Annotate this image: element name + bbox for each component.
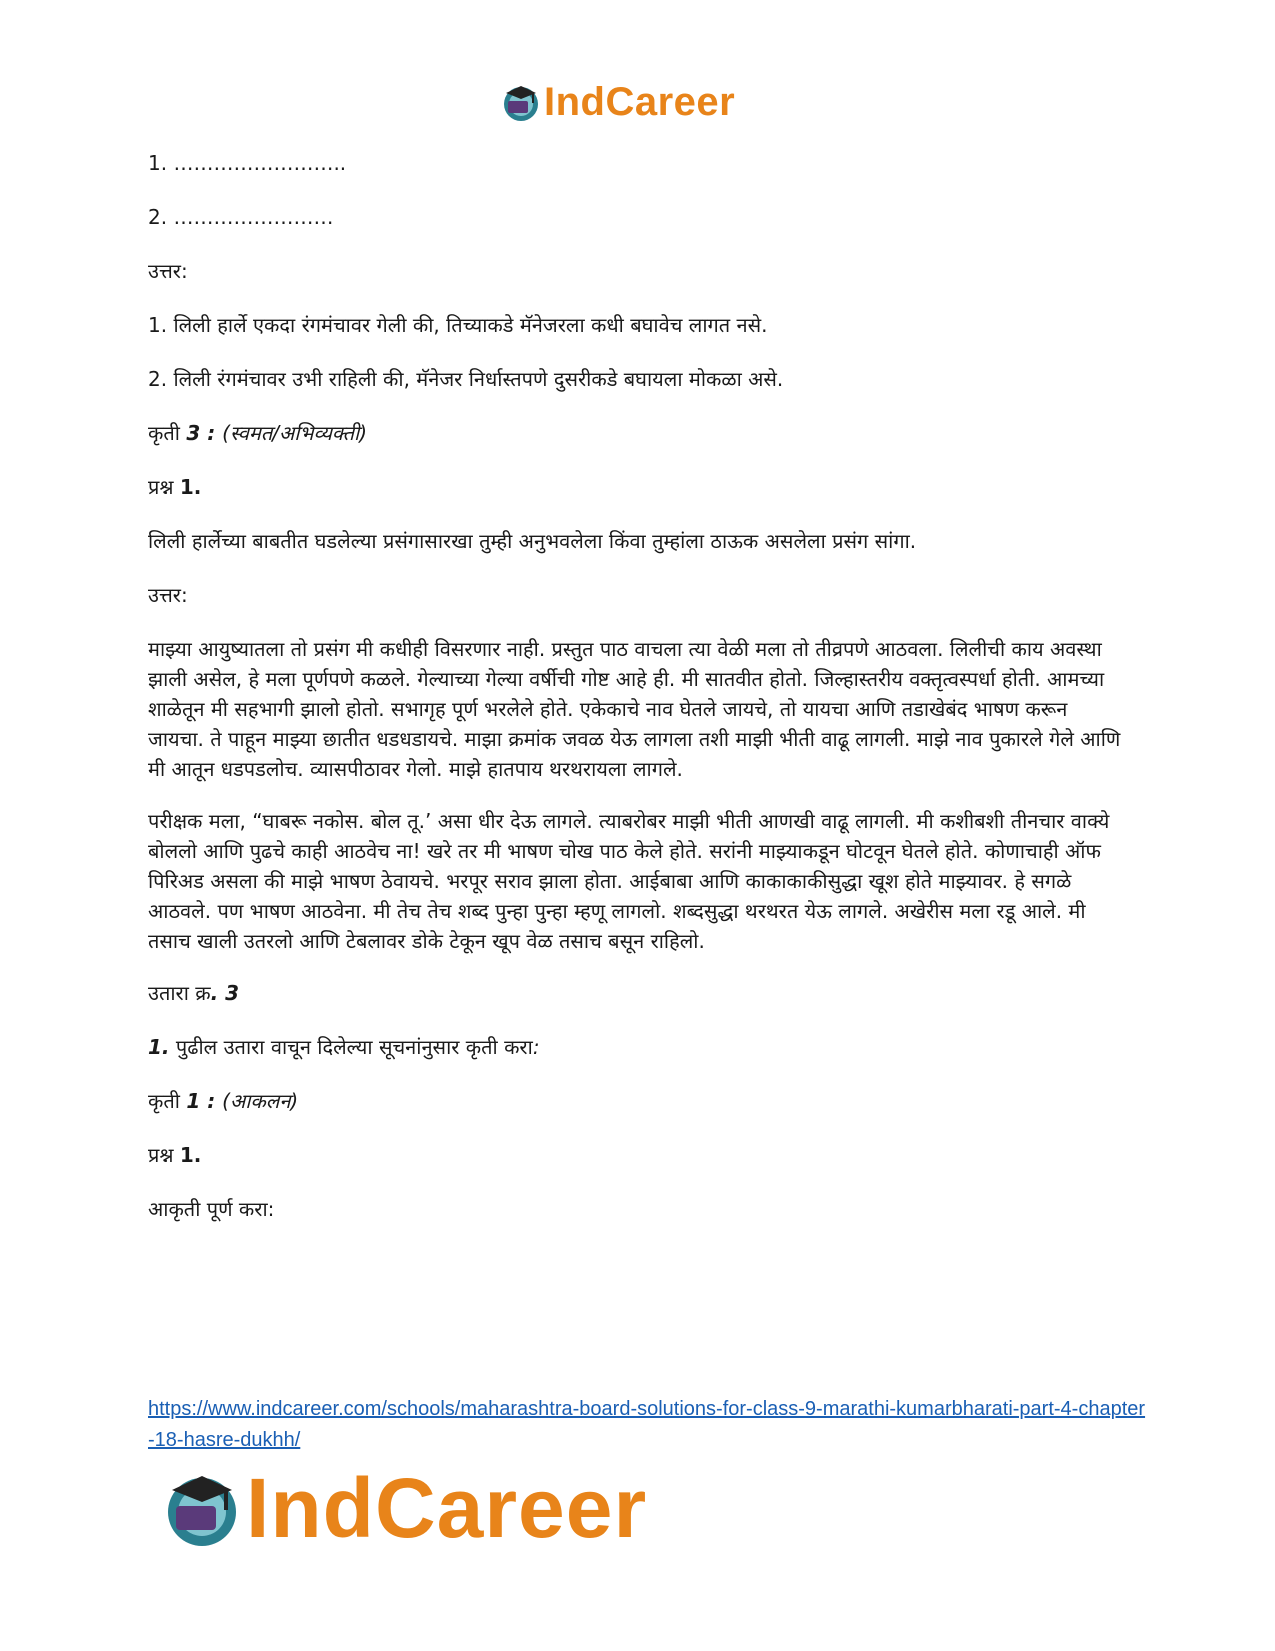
instruction-colon: :	[532, 1035, 540, 1059]
answer-label: उत्तर:	[148, 259, 188, 283]
answer-2-label: उत्तर:	[148, 583, 188, 607]
question-1-text: लिली हार्लेच्या बाबतीत घडलेल्या प्रसंगासारखा तुम्ही अनुभवलेला किंवा तुम्हांला ठाऊक असलेला प्रसंग सांगा.	[148, 529, 917, 553]
blank-item-1: 1. ……………………..	[148, 151, 347, 175]
answer-line-1: 1. लिली हार्ले एकदा रंगमंचावर गेली की, तिच्याकडे मॅनेजरला कधी बघावेच लागत नसे.	[148, 313, 768, 337]
instruction-text: पुढील उतारा वाचून दिलेल्या सूचनांनुसार कृती करा	[169, 1035, 533, 1059]
instruction-number: 1.	[148, 1035, 170, 1059]
passage-3-heading	[148, 978, 1128, 1008]
brand-name-top: IndCareer	[544, 80, 736, 124]
indcareer-logo-bottom	[160, 1461, 648, 1555]
activity-3-prefix: कृती	[148, 421, 187, 445]
activity-1-number: 1 :	[186, 1089, 223, 1113]
activity-1-heading	[148, 1086, 1128, 1116]
question-1-label	[148, 472, 1128, 502]
brand-name-bottom: IndCareer	[246, 1461, 648, 1555]
graduation-cap-globe-icon-large	[160, 1466, 244, 1550]
activity-3-title: (स्वमत/अभिव्यक्ती)	[222, 421, 368, 445]
blank-item-2: 2. ……………………	[148, 205, 334, 229]
question-2-number: 1.	[179, 1143, 202, 1167]
passage-heading-prefix: उतारा क्र	[148, 981, 211, 1005]
passage-instruction	[148, 1032, 1128, 1062]
graduation-cap-globe-icon	[500, 81, 542, 123]
answer-line-2: 2. लिली रंगमंचावर उभी राहिली की, मॅनेजर निर्धास्तपणे दुसरीकडे बघायला मोकळा असे.	[148, 367, 784, 391]
activity-1-title: (आकलन)	[222, 1089, 299, 1113]
answer-paragraph-1: माझ्या आयुष्यातला तो प्रसंग मी कधीही विसरणार नाही. प्रस्तुत पाठ वाचला त्या वेळी मला तो तीव्रपणे आठवला. लिलीची काय अवस्था झाली असेल, हे मला पूर्णपणे कळले. गेल्याच्या गेल्या वर्षीची गोष्ट आहे ही. मी सातवीत होतो. जिल्हास्तरीय वक्तृत्वस्पर्धा होती. आमच्या शाळेतून मी सहभागी झालो होतो. सभागृह पूर्ण भरलेले होते. एकेकाचे नाव घेतले जायचे, तो यायचा आणि तडाखेबंद भाषण करून जायचा. ते पाहून माझ्या छातीत धडधडायचे. माझा क्रमांक जवळ येऊ लागला तशी माझी भीती वाढू लागली. माझे नाव पुकारले गेले आणि मी आतून धडपडलोच. व्यासपीठावर गेलो. माझे हातपाय थरथरायला लागले.	[148, 637, 1121, 781]
question-2-label	[148, 1140, 1128, 1170]
activity-3-heading	[148, 418, 1128, 448]
activity-3-number: 3 :	[186, 421, 223, 445]
question-number: 1.	[179, 475, 202, 499]
task-text: आकृती पूर्ण करा:	[148, 1197, 275, 1221]
question-label-text: प्रश्न	[148, 475, 180, 499]
indcareer-logo-top	[500, 80, 735, 124]
answer-paragraph-2: परीक्षक मला, “घाबरू नकोस. बोल तू.’ असा धीर देऊ लागले. त्याबरोबर माझी भीती आणखी वाढू लागली. मी कशीबशी तीनचार वाक्ये बोललो आणि पुढचे काही आठवेच ना! खरे तर मी भाषण चोख पाठ केले होते. सरांनी माझ्याकडून घोटवून घेतले होते. कोणाचाही ऑफ पिरिअड असला की माझे भाषण ठेवायचे. भरपूर सराव झाला होता. आईबाबा आणि काकाकाकीसुद्धा खूश होते माझ्यावर. हे सगळे आठवले. पण भाषण आठवेना. मी तेच तेच शब्द पुन्हा पुन्हा म्हणू लागलो. शब्दसुद्धा थरथरत येऊ लागले. अखेरीस मला रडू आले. मी तसाच खाली उतरलो आणि टेबलावर डोके टेकून खूप वेळ तसाच बसून राहिलो.	[148, 809, 1110, 953]
activity-1-prefix: कृती	[148, 1089, 187, 1113]
document-body	[148, 148, 1128, 1248]
question-2-label-text: प्रश्न	[148, 1143, 180, 1167]
source-url-link[interactable]: https://www.indcareer.com/schools/maharashtra-board-solutions-for-class-9-marathi-kumarbharati-part-4-chapter-18-hasre-dukhh/	[148, 1398, 1146, 1451]
passage-heading-number: . 3	[210, 981, 240, 1005]
